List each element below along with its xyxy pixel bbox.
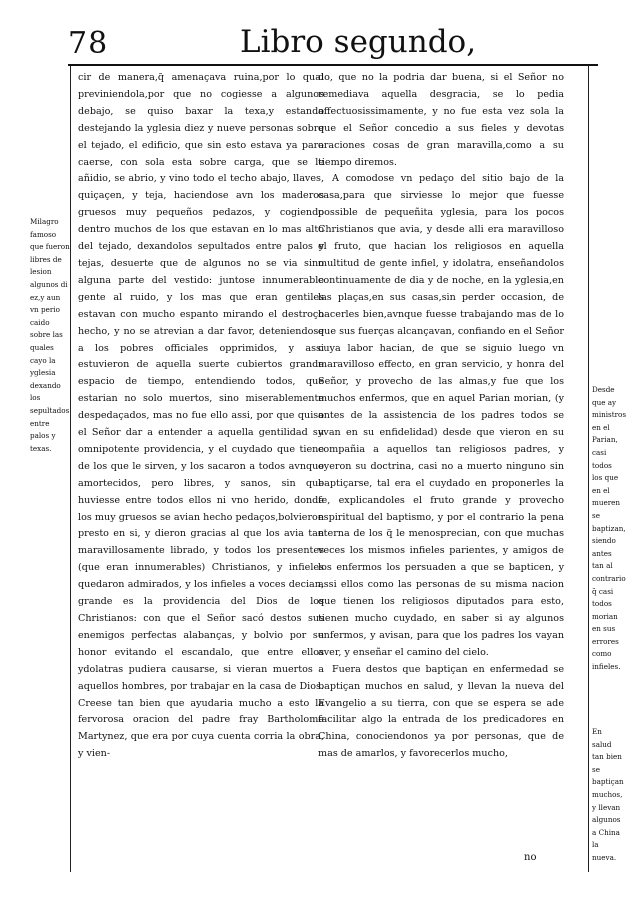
running-title: Libro segundo, — [240, 24, 477, 60]
page-number: 78 — [68, 26, 109, 61]
margin-note-left: Milagro famoso que fueron libres de lesion algunos di ez,y aun vn perio caido sobre las quales cayo la yglesia dexando los sepultados entre palos y texas. — [30, 217, 70, 453]
right-column-rule — [588, 66, 589, 872]
text-column-left — [78, 70, 324, 763]
header-rule — [68, 64, 598, 66]
paragraph: A comodose vn pedaço del sitio bajo de la casa,para que sirviesse lo mejor que fuesse possible de pequeñita yglesia, para los pocos Christianos que avia, y desde alli era maravilloso el fruto, que hacian los religiosos en aquella multitud de gente infiel, y idolatra, enseñandolos continuamente de dia y de noche, en la yglesia,en las plaças,en sus casas,sin perder occasion, de hacerles bien,avnque fuesse trabajando mas de lo que sus fuerças alcançavan, confiando en el Señor cuya labor hacian, de que se siguio luego vn maravilloso effecto, en gran servicio, y honra del Señor, y provecho de las almas,y fue que los muchos enfermos, que en aquel Parian morian, (y antes de la assistencia de los padres todos se yvan en su enfidelidad) desde que vieron en su compañia a aquellos tan religiosos padres, y oyeron su doctrina, casi no a muerto ninguno sin baptiçarse, tal era el cuydado en proponerles la fe, explicandoles el fruto grande y provecho espiritual del baptismo, y por el contrario la pena eterna de los q̃ le menosprecian, con que muchas veces los mismos infieles parientes, y amigos de los enfermos los persuaden a que se bapticen, y assi ellos como las personas de su misma nacion que tienen los religiosos diputados para esto, tienen mucho cuydado, en saber si ay algunos enfermos, y avisan, para que los padres los vayan aver, y enseñar el camino del cielo. — [318, 173, 564, 658]
text-column-right — [318, 70, 564, 763]
margin-note-right-upper: Desde que ay ministros en el Parian, casi todos los que en el mueren se baptizan, siendo antes tan al contrario q̃ casi todos morian en sus errores como infieles. — [592, 385, 626, 672]
margin-note-right-lower: En salud tan bien se baptiçan muchos, y llevan algunos a China la nueva. — [592, 727, 624, 862]
catchword: no — [524, 852, 537, 863]
paragraph: do, que no la podria dar buena, si el Señor no remediava aquella desgracia, se lo pedia affectuosissimamente, y no fue esta vez sola la que el Señor concedio a sus fieles y devotas oraciones cosas de gran maravilla,como a su tiempo diremos. — [318, 72, 564, 168]
paragraph: cir de manera,q̃ amenaçava ruina,por lo qual previniendola,por que no cogiesse a algunos debajo, se quiso baxar la texa,y estando destejando la yglesia diez y nueve personas sobre el tejado, el edificio, que sin esto estava ya para caerse, con sola esta sobre carga, que se le añidio, se abrio, y vino todo el techo abajo, llaves, quiçaçen, y teja, haciendose avn los maderos gruesos muy pequeños pedazos, y cogiendo dentro muchos de los que estavan en lo mas alto del tejado, dexandolos sepultados entre palos y tejas, desuerte que de algunos no se via sino alguna parte del vestido: juntose innumerable gente al ruido, y los mas que eran gentiles estavan con mucho espanto mirando el destroço hecho, y no se atrevian a dar favor, deteniendose a los pobres officiales opprimidos, y assi estuvieron de aquella suerte cubiertos grande espacio de tiempo, entendiendo todos, que estarian no solo muertos, sino miserablemente despedaçados, mas no fue ello assi, por que quiso el Señor dar a entender a aquella gentilidad su omnipotente providencia, y el cuydado que tiene de los que le sirven, y los sacaron a todos avnque amortecidos, pero libres, y sanos, sin que huviesse entre todos ellos ni vno herido, donde los muy gruesos se avian hecho pedaços,bolvieron presto en si, y dieron gracias al que los avia tan maravillosamente librado, y todos los presentes (que eran innumerables) Christianos, y infieles quedaron admirados, y los infieles a voces decian, grande es la providencia del Dios de los Christianos: con que el Señor sacó destos sus enemigos perfectas alabanças, y bolvio por su honor evitando el escandalo, que entre ellos ydolatras pudiera causarse, si vieran muertos a aquellos hombres, por trabajar en la casa de Dios. Creese tan bien que ayudaria mucho a esto la fervorosa oracion del padre fray Bartholome Martynez, que era por cuya cuenta corria la obra, y vien- — [78, 72, 324, 760]
left-column-rule — [70, 66, 71, 872]
paragraph: Fuera destos que baptiçan en enfermedad se baptiçan muchos en salud, y llevan la nueva del Evangelio a su tierra, con que se espera se ade facilitar algo la entrada de los predicadores en China, conociendonos ya por personas, que de mas de amarlos, y favorecerlos mucho, — [318, 663, 564, 760]
